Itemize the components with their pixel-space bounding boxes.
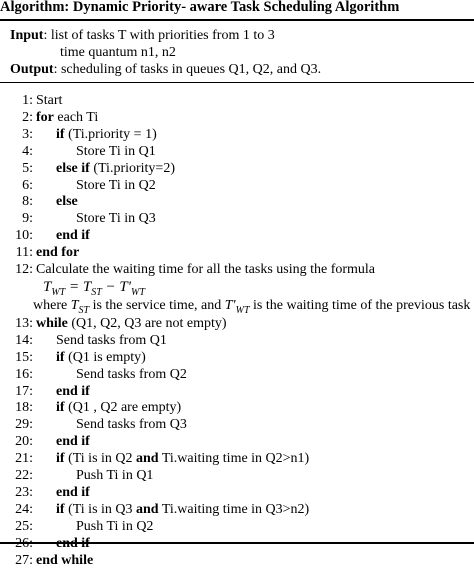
step-number: 25: xyxy=(15,518,33,534)
output-line xyxy=(10,62,321,78)
explanation-part: WT xyxy=(235,304,250,316)
step-keyword: while xyxy=(36,315,68,331)
step-body xyxy=(36,315,227,332)
algorithm-step xyxy=(0,484,474,501)
step-number: 18: xyxy=(15,400,33,416)
step-number: 16: xyxy=(15,366,33,382)
step-number: 11: xyxy=(15,245,33,261)
algorithm-step xyxy=(0,518,474,535)
step-number: 15: xyxy=(15,349,33,365)
formula-explanation xyxy=(33,297,470,314)
step-body xyxy=(56,227,90,244)
step-keyword: if xyxy=(56,400,65,416)
step-body xyxy=(36,261,375,278)
step-text: Ti.waiting time in Q2>n1) xyxy=(158,451,310,467)
step-number: 27: xyxy=(15,552,33,568)
algorithm-step xyxy=(0,244,474,261)
step-number: 2: xyxy=(22,109,33,125)
algorithm-step xyxy=(0,399,474,416)
step-keyword: and xyxy=(136,451,159,467)
explanation-part: where xyxy=(33,297,71,313)
algorithm-step xyxy=(0,332,474,349)
step-body xyxy=(56,193,78,210)
step-keyword: else xyxy=(56,194,78,210)
step-body xyxy=(36,109,98,126)
algorithm-step xyxy=(0,552,474,569)
step-number: 13: xyxy=(15,315,33,331)
step-number: 1: xyxy=(22,93,33,108)
algorithm-step xyxy=(0,315,474,332)
formula-part: T xyxy=(82,278,92,295)
step-text: (Ti.priority=2) xyxy=(89,160,175,176)
step-keyword: and xyxy=(136,501,159,517)
step-number: 6: xyxy=(22,177,33,193)
formula-part: T′ xyxy=(119,278,132,295)
step-keyword: if xyxy=(56,451,65,467)
formula-part: WT xyxy=(51,286,66,298)
section-rule xyxy=(0,82,474,83)
step-keyword: else if xyxy=(56,160,90,176)
algorithm-title: Algorithm: Dynamic Priority- aware Task Scheduling Algorithm xyxy=(0,0,400,15)
explanation-part: T′ xyxy=(224,297,236,313)
step-number: 5: xyxy=(22,160,33,176)
input-text: : list of tasks T with priorities from 1 to 3 xyxy=(43,28,275,43)
step-number: 12: xyxy=(15,262,33,277)
step-body xyxy=(36,92,62,109)
step-keyword: end if xyxy=(56,434,90,450)
step-keyword: end if xyxy=(56,484,90,500)
input-line xyxy=(10,28,275,44)
algorithm-step xyxy=(0,433,474,450)
step-body xyxy=(56,126,157,143)
explanation-part: is the waiting time of the previous task xyxy=(249,297,471,313)
step-keyword: for xyxy=(36,109,54,125)
step-text: (Q1 , Q2 are empty) xyxy=(64,400,182,416)
explanation-part: is the service time, and xyxy=(89,297,225,313)
algorithm-step xyxy=(0,92,474,109)
step-text: Push Ti in Q1 xyxy=(76,468,154,483)
step-body xyxy=(76,210,156,227)
step-body xyxy=(56,450,309,467)
algorithm-step xyxy=(0,383,474,400)
step-body xyxy=(76,416,187,433)
algorithm-step xyxy=(0,109,474,126)
step-keyword: end if xyxy=(56,383,90,399)
step-body xyxy=(56,501,309,518)
step-number: 4: xyxy=(22,143,33,159)
step-keyword: if xyxy=(56,501,65,517)
step-body xyxy=(56,433,90,450)
algorithm-step xyxy=(0,501,474,518)
step-number: 9: xyxy=(22,211,33,227)
step-text: (Q1 is empty) xyxy=(64,349,146,365)
step-text: Push Ti in Q2 xyxy=(76,518,154,534)
algorithm-step xyxy=(0,366,474,383)
algorithm-step xyxy=(0,143,474,160)
step-text: (Ti is in Q3 xyxy=(64,501,137,517)
step-text: Send tasks from Q3 xyxy=(76,417,187,433)
formula-part: = xyxy=(65,278,83,295)
step-body xyxy=(56,383,90,400)
step-number: 21: xyxy=(15,451,33,467)
algorithm-step xyxy=(0,160,474,177)
step-text: Send tasks from Q1 xyxy=(56,332,167,348)
step-number: 24: xyxy=(15,501,33,517)
step-body xyxy=(76,143,156,160)
step-text: Ti.waiting time in Q3>n2) xyxy=(158,501,310,517)
step-body xyxy=(76,467,153,484)
explanation-part: T xyxy=(70,297,79,313)
step-text: Calculate the waiting time for all the tasks using the formula xyxy=(36,262,376,277)
formula-part: ST xyxy=(91,286,102,298)
input-label: Input xyxy=(10,28,44,43)
algorithm-step xyxy=(0,416,474,433)
step-body xyxy=(36,552,93,569)
algorithm-step xyxy=(0,193,474,210)
step-body xyxy=(56,484,90,501)
step-body xyxy=(36,244,79,261)
formula-part: WT xyxy=(131,286,145,298)
explanation-part: ST xyxy=(78,304,90,316)
step-text: (Ti is in Q2 xyxy=(64,451,137,467)
step-body xyxy=(56,160,175,177)
step-body xyxy=(76,366,187,383)
step-keyword: end for xyxy=(36,245,80,261)
step-keyword: if xyxy=(56,126,65,142)
formula-part: T xyxy=(43,278,52,295)
output-text: : scheduling of tasks in queues Q1, Q2, and Q3. xyxy=(53,62,322,77)
step-text: Send tasks from Q2 xyxy=(76,366,187,382)
step-text: (Ti.priority = 1) xyxy=(64,126,157,142)
step-text: Store Ti in Q1 xyxy=(76,143,156,159)
step-text: Store Ti in Q2 xyxy=(76,177,156,193)
algorithm-step xyxy=(0,227,474,244)
step-text: Start xyxy=(36,93,63,108)
input-line-2: time quantum n1, n2 xyxy=(60,45,176,60)
output-label: Output xyxy=(10,62,54,77)
step-keyword: end if xyxy=(56,228,90,244)
step-number: 29: xyxy=(15,417,33,433)
step-number: 23: xyxy=(15,484,33,500)
step-number: 20: xyxy=(15,434,33,450)
step-body xyxy=(56,349,146,366)
step-body xyxy=(76,518,153,535)
step-body xyxy=(56,332,167,349)
title-rule xyxy=(0,19,474,21)
algorithm-step xyxy=(0,210,474,227)
step-number: 17: xyxy=(15,383,33,399)
formula-part: − xyxy=(101,278,120,295)
algorithm-step xyxy=(0,349,474,366)
step-number: 22: xyxy=(15,468,33,483)
algorithm-step xyxy=(0,467,474,484)
step-body xyxy=(76,177,156,194)
step-number: 14: xyxy=(15,332,33,348)
step-text: Store Ti in Q3 xyxy=(76,211,156,227)
step-number: 10: xyxy=(15,228,33,244)
step-keyword: end while xyxy=(36,552,94,568)
step-number: 8: xyxy=(22,194,33,210)
step-number: 3: xyxy=(22,126,33,142)
step-text: each Ti xyxy=(53,109,99,125)
algorithm-step xyxy=(0,177,474,194)
step-text: (Q1, Q2, Q3 are not empty) xyxy=(67,315,227,331)
step-keyword: if xyxy=(56,349,65,365)
algorithm-step xyxy=(0,126,474,143)
algorithm-step xyxy=(0,261,474,278)
step-body xyxy=(56,399,181,416)
algorithm-step xyxy=(0,450,474,467)
bottom-rule xyxy=(0,542,474,544)
